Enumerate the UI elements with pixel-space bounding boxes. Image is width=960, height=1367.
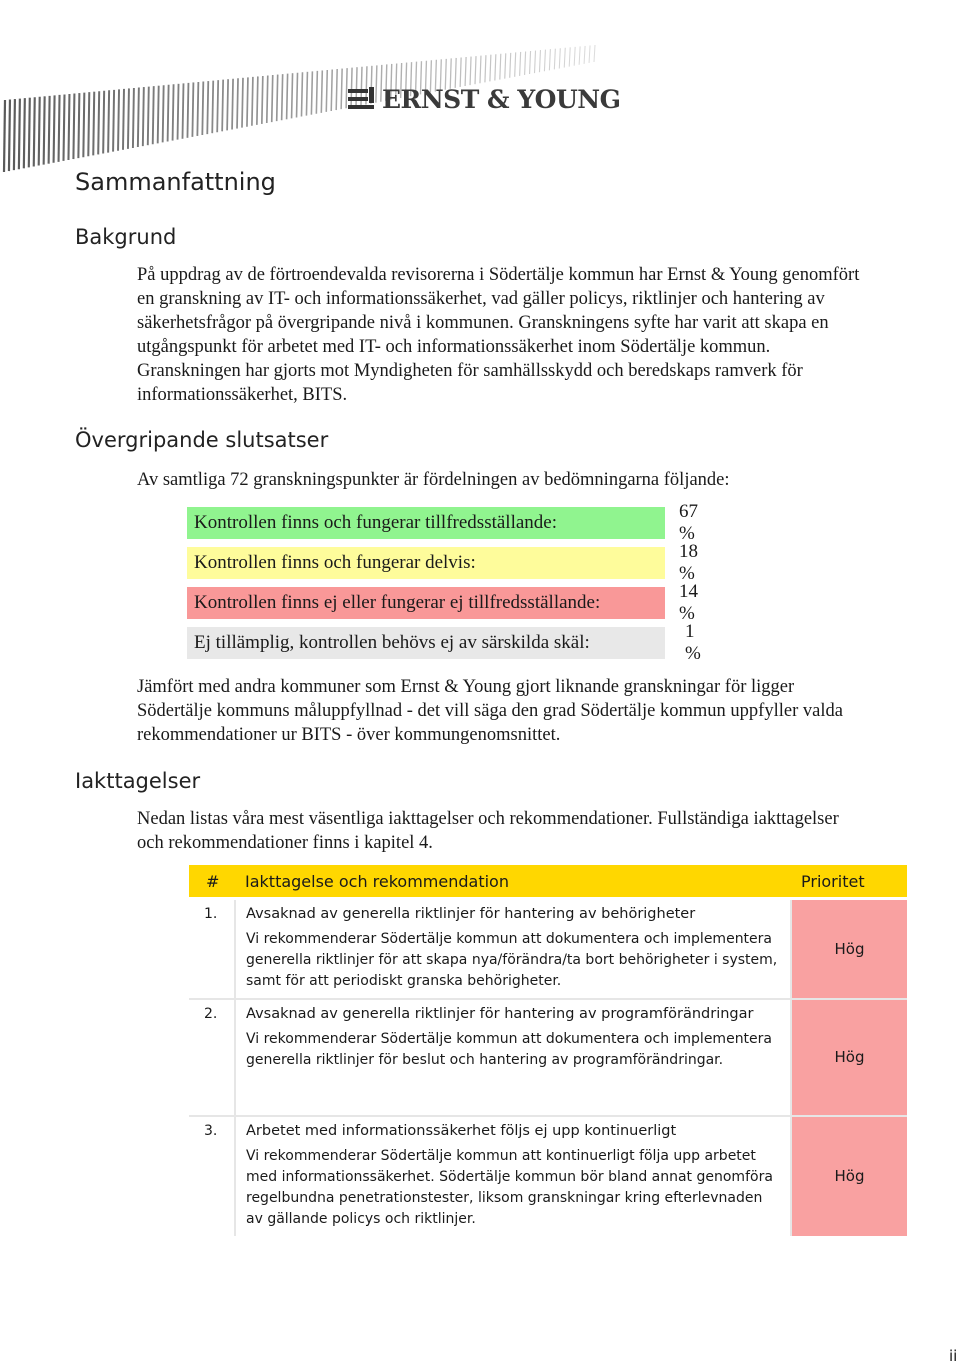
decoration-stroke (227, 79, 228, 130)
decoration-stroke (554, 49, 555, 70)
row-number: 1. (189, 899, 235, 1000)
decoration-stroke (535, 51, 536, 74)
decoration-stroke (287, 74, 288, 120)
conclusions-intro: Av samtliga 72 granskningspunkter är fördelningen av bedömningarna följande: (137, 470, 730, 490)
decoration-stroke (539, 50, 540, 72)
recommendation-text: Vi rekommenderar Södertälje kommun att kontinuerligt följa upp arbetet med informationssäkerhet. Södertälje kommun bör bland annat genomföra regelbundna penetrationstester, liksom granskningar kring efterlevnaden av gällande policys och riktlinjer. (246, 1148, 773, 1227)
decoration-stroke (574, 47, 575, 66)
decoration-stroke (530, 51, 531, 74)
table-row (189, 899, 907, 1000)
score-value: 1 % (685, 621, 701, 664)
decoration-stroke (242, 78, 243, 128)
row-number: 3. (189, 1116, 235, 1236)
score-row-satisfactory (187, 501, 698, 544)
observations-intro (137, 807, 955, 855)
decoration-stroke (470, 57, 471, 86)
decoration-stroke (202, 82, 203, 136)
text-line: Granskningen har gjorts mot Myndigheten för samhällsskydd och beredskaps ramverk för (137, 361, 803, 381)
score-value: 18 % (679, 541, 698, 584)
decoration-stroke (217, 80, 218, 132)
decoration-stroke (306, 72, 307, 116)
decoration-stroke (544, 50, 545, 72)
text-line: utgångspunkt för arbetet med IT- och informationssäkerhet inom Södertälje kommun. (137, 337, 771, 357)
decoration-stroke (44, 96, 45, 164)
logo-wordmark: ERNST & YOUNG (382, 84, 621, 114)
comparison-paragraph (137, 675, 955, 747)
decoration-stroke (29, 98, 30, 168)
priority-badge: Hög (791, 899, 907, 1000)
text-line: Nedan listas våra mest väsentliga iakttagelser och rekommendationer. Fullständiga iakttagelser (137, 809, 839, 829)
header-number: # (189, 865, 235, 899)
decoration-stroke (594, 45, 595, 62)
decoration-stroke (465, 57, 466, 86)
decoration-stroke (14, 99, 15, 170)
header-observation: Iakttagelse och rekommendation (235, 865, 791, 899)
recommendation-text: Vi rekommenderar Södertälje kommun att dokumentera och implementera generella riktlinjer för att skapa nya/förändra/ta bort behörigheter i system, samt för att periodiskt granska behörigheter. (246, 931, 778, 989)
decoration-stroke (549, 49, 550, 70)
table-row (189, 1116, 907, 1236)
decoration-stroke (78, 93, 79, 158)
text-line: och rekommendationer finns i kapitel 4. (137, 833, 433, 853)
decoration-stroke (118, 89, 119, 150)
score-value: 67 % (679, 501, 698, 544)
decoration-stroke (178, 84, 179, 140)
decoration-stroke (54, 95, 55, 162)
decoration-stroke (237, 78, 238, 128)
decoration-stroke (153, 86, 154, 144)
decoration-stroke (297, 73, 298, 118)
decoration-stroke (520, 52, 521, 76)
decoration-stroke (133, 88, 134, 148)
decoration-stroke (272, 75, 273, 122)
decoration-stroke (326, 70, 327, 112)
score-label: Kontrollen finns och fungerar delvis: (187, 547, 665, 579)
observations-table (189, 865, 907, 1236)
decoration-stroke (341, 69, 342, 110)
text-line: en granskning av IT- och informationssäkerhet, vad gäller policys, riktlinjer och hantering av (137, 289, 825, 309)
score-row-partial (187, 541, 698, 584)
header-priority: Prioritet (791, 865, 907, 899)
decoration-stroke (257, 76, 258, 124)
decoration-stroke (525, 51, 526, 74)
recommendation-text: Vi rekommenderar Södertälje kommun att dokumentera och implementera generella riktlinjer för beslut och hantering av programförändringar. (246, 1031, 772, 1068)
observation-title: Arbetet med informationssäkerhet följs ej upp kontinuerligt (246, 1123, 677, 1139)
decoration-stroke (490, 55, 491, 82)
decoration-stroke (232, 79, 233, 130)
score-label: Ej tillämplig, kontrollen behövs ej av särskilda skäl: (187, 627, 665, 659)
decoration-stroke (98, 91, 99, 154)
row-content (235, 899, 791, 1000)
decoration-stroke (495, 54, 496, 80)
decoration-stroke (173, 84, 174, 140)
score-value: 14 % (679, 581, 698, 624)
decoration-stroke (158, 86, 159, 144)
ernst-young-logo (348, 84, 620, 114)
decoration-stroke (192, 82, 193, 136)
decoration-stroke (346, 68, 347, 108)
text-line: På uppdrag av de förtroendevalda revisorerna i Södertälje kommun har Ernst & Young genomfört (137, 265, 860, 285)
decoration-stroke (128, 88, 129, 148)
decoration-stroke (480, 56, 481, 84)
heading-observations: Iakttagelser (75, 769, 201, 793)
text-line: säkerhetsfrågor på övergripande nivå i kommunen. Granskningens syfte har varit att skapa en (137, 313, 829, 333)
decoration-stroke (113, 90, 114, 152)
decoration-stroke (277, 75, 278, 122)
decoration-stroke (19, 99, 20, 170)
table-header-row (189, 865, 907, 899)
heading-background: Bakgrund (75, 225, 177, 249)
decoration-stroke (59, 95, 60, 162)
decoration-stroke (4, 100, 5, 172)
decoration-stroke (93, 92, 94, 156)
decoration-stroke (282, 74, 283, 120)
decoration-stroke (9, 100, 10, 172)
decoration-stroke (143, 87, 144, 146)
decoration-stroke (34, 97, 35, 166)
decoration-stroke (292, 73, 293, 118)
decoration-stroke (252, 77, 253, 126)
decoration-stroke (187, 83, 188, 138)
decoration-stroke (564, 48, 565, 68)
priority-badge: Hög (791, 999, 907, 1116)
decoration-stroke (63, 94, 64, 160)
score-row-unsatisfactory (187, 581, 698, 624)
decoration-stroke (301, 72, 302, 116)
decoration-stroke (138, 88, 139, 148)
decoration-stroke (515, 52, 516, 76)
decoration-stroke (262, 76, 263, 124)
decoration-stroke (24, 98, 25, 168)
row-content (235, 999, 791, 1116)
decoration-stroke (331, 69, 332, 110)
decoration-stroke (559, 48, 560, 68)
decoration-stroke (182, 83, 183, 138)
text-line: Södertälje kommuns måluppfyllnad - det vill säga den grad Södertälje kommun uppfyller valda (137, 701, 843, 721)
decoration-stroke (500, 54, 501, 80)
heading-conclusions: Övergripande slutsatser (75, 428, 329, 452)
decoration-stroke (212, 81, 213, 134)
decoration-stroke (510, 53, 511, 78)
decoration-stroke (123, 89, 124, 150)
decoration-stroke (49, 96, 50, 164)
score-row-not-applicable (187, 621, 701, 664)
page-title: Sammanfattning (75, 168, 276, 196)
score-label: Kontrollen finns och fungerar tillfredsställande: (187, 507, 665, 539)
decoration-stroke (168, 85, 169, 142)
decoration-stroke (569, 47, 570, 66)
decoration-stroke (207, 81, 208, 134)
background-paragraph (137, 263, 955, 407)
decoration-stroke (589, 45, 590, 62)
text-line: informationssäkerhet, BITS. (137, 385, 348, 405)
decoration-stroke (321, 70, 322, 112)
decoration-stroke (475, 56, 476, 84)
table-row (189, 999, 907, 1116)
decoration-stroke (316, 71, 317, 114)
decoration-stroke (197, 82, 198, 136)
decoration-stroke (88, 92, 89, 156)
page-number: ii (949, 1347, 958, 1365)
row-number: 2. (189, 999, 235, 1116)
decoration-stroke (584, 46, 585, 64)
decoration-stroke (222, 80, 223, 132)
text-line: rekommendationer ur BITS - över kommungenomsnittet. (137, 725, 561, 745)
decoration-stroke (247, 77, 248, 126)
decoration-stroke (579, 46, 580, 64)
decoration-stroke (267, 76, 268, 124)
decoration-stroke (73, 94, 74, 160)
decoration-stroke (103, 91, 104, 154)
decoration-stroke (83, 93, 84, 158)
score-label: Kontrollen finns ej eller fungerar ej tillfredsställande: (187, 587, 665, 619)
priority-badge: Hög (791, 1116, 907, 1236)
decoration-stroke (68, 94, 69, 160)
decoration-stroke (460, 57, 461, 86)
observation-title: Avsaknad av generella riktlinjer för hantering av behörigheter (246, 906, 696, 922)
decoration-stroke (336, 69, 337, 110)
decoration-stroke (485, 55, 486, 82)
decoration-stroke (311, 71, 312, 114)
decoration-stroke (39, 97, 40, 166)
decoration-stroke (163, 85, 164, 142)
row-content (235, 1116, 791, 1236)
text-line: Jämfört med andra kommuner som Ernst & Young gjort liknande granskningar för ligger (137, 677, 795, 697)
observation-title: Avsaknad av generella riktlinjer för hantering av programförändringar (246, 1006, 754, 1022)
decoration-stroke (108, 90, 109, 152)
decoration-stroke (148, 87, 149, 146)
decoration-stroke (505, 53, 506, 78)
logo-mark-icon (348, 87, 374, 111)
